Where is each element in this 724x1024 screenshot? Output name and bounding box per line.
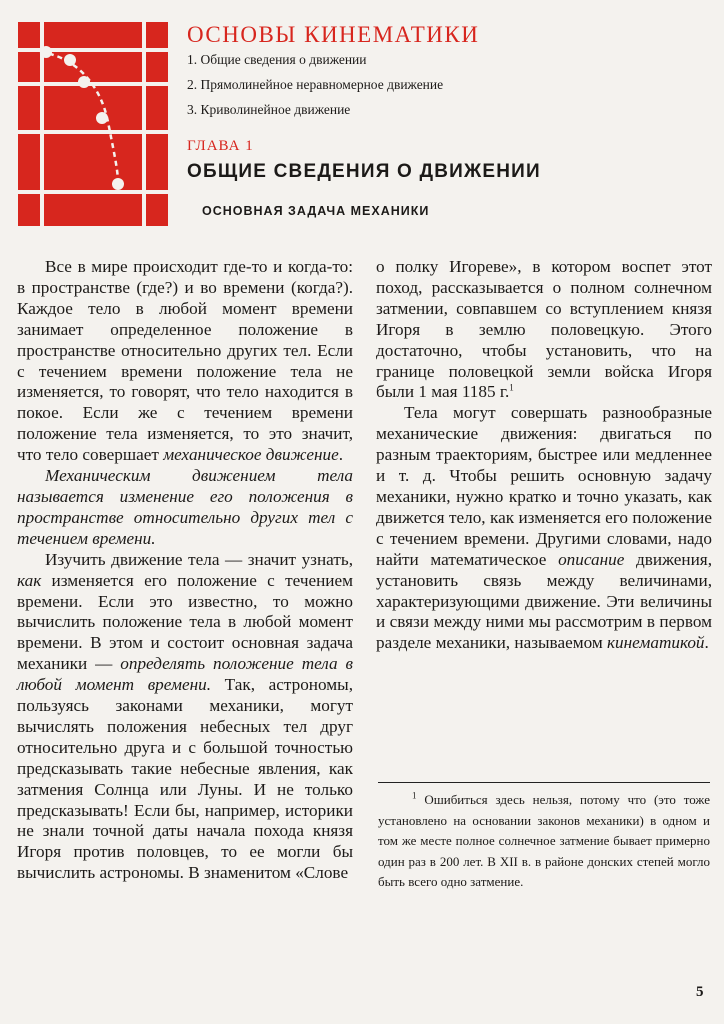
term: механическое движение <box>163 445 339 465</box>
part-title: ОСНОВЫ КИНЕМАТИКИ <box>187 22 480 47</box>
chapter-label: ГЛАВА 1 <box>187 138 254 154</box>
footnote: $^1$ Ошибиться здесь нельзя, потому что (это тоже установлено на основании законов механики) в одном и том же месте полное солнечное затмение бывает примерно один раз в 200 лет. В XII в. в районе донских степей могло быть всего одно затмение. <box>378 790 710 889</box>
footnote-mark: 1 <box>412 790 417 801</box>
footnote-divider <box>378 782 710 783</box>
trajectory-emblem-icon <box>18 22 168 226</box>
table-of-contents <box>187 52 443 127</box>
page-number: 5 <box>696 984 704 1000</box>
toc-item: 3. Криволинейное движение <box>187 102 351 117</box>
paragraph: Изучить движение тела — значит узнать, как изменяется его положение с течением времени. Если это известно, то можно вычислить положение тела в любой момент времени. В этом и состоит основная задача механики — определять положение тела в любой момент времени. Так, астрономы, пользуясь законами механики, могут вычислять положения небесных тел друг относительно друга и с большой точностью предсказывать такие небесные явления, как затмения Солнца или Луны. И не только предсказывать! Если бы, например, историки не знали точной даты начала похода князя Игоря против половцев, то ее могли бы вычислить астрономы. В знаменитом «Слове <box>17 549 353 883</box>
footnote-reference[interactable]: 1 <box>509 382 514 393</box>
text-column-right <box>376 257 712 654</box>
section-title: ОСНОВНАЯ ЗАДАЧА МЕХАНИКИ <box>202 204 430 218</box>
definition: Механическим движением тела называется изменение его положения в пространстве относительно других тел с течением времени. <box>17 466 353 548</box>
text-column-left <box>17 257 353 884</box>
chapter-title: ОБЩИЕ СВЕДЕНИЯ О ДВИЖЕНИИ <box>187 161 541 182</box>
paragraph: о полку Игореве», в котором воспет этот поход, рассказывается о полном солнечном затмении, совпавшем со вступлением князя Игоря в землю половецкую. Этого достаточно, чтобы установить, что на границе половецкой земли войска Игоря были 1 мая 1185 г.$^1$ <box>376 257 712 402</box>
paragraph: Все в мире происходит где-то и когда-то: в пространстве (где?) и во времени (когда?). Каждое тело в любой момент времени занимает определенное положение в пространстве относительно других тел. Если с течением времени положение тела не изменяется, то говорят, что тело находится в покое. Если же с течением времени положение тела изменяется, то это значит, что тело совершает механическое движение. <box>17 257 353 465</box>
paragraph: Тела могут совершать разнообразные механические движения: двигаться по разным траекториям, быстрее или медленнее и т. д. Чтобы решить основную задачу механики, нужно кратко и точно указать, как движется тело, как изменяется его положение с течением времени. Другими словами, надо найти математическое описание движения, установить связь между величинами, характеризующими движение. Эти величины и связи между ними мы рассмотрим в первом разделе механики, называемом кинематикой. <box>376 403 712 653</box>
toc-item: 1. Общие сведения о движении <box>187 52 367 67</box>
toc-item: 2. Прямолинейное неравномерное движение <box>187 77 444 92</box>
